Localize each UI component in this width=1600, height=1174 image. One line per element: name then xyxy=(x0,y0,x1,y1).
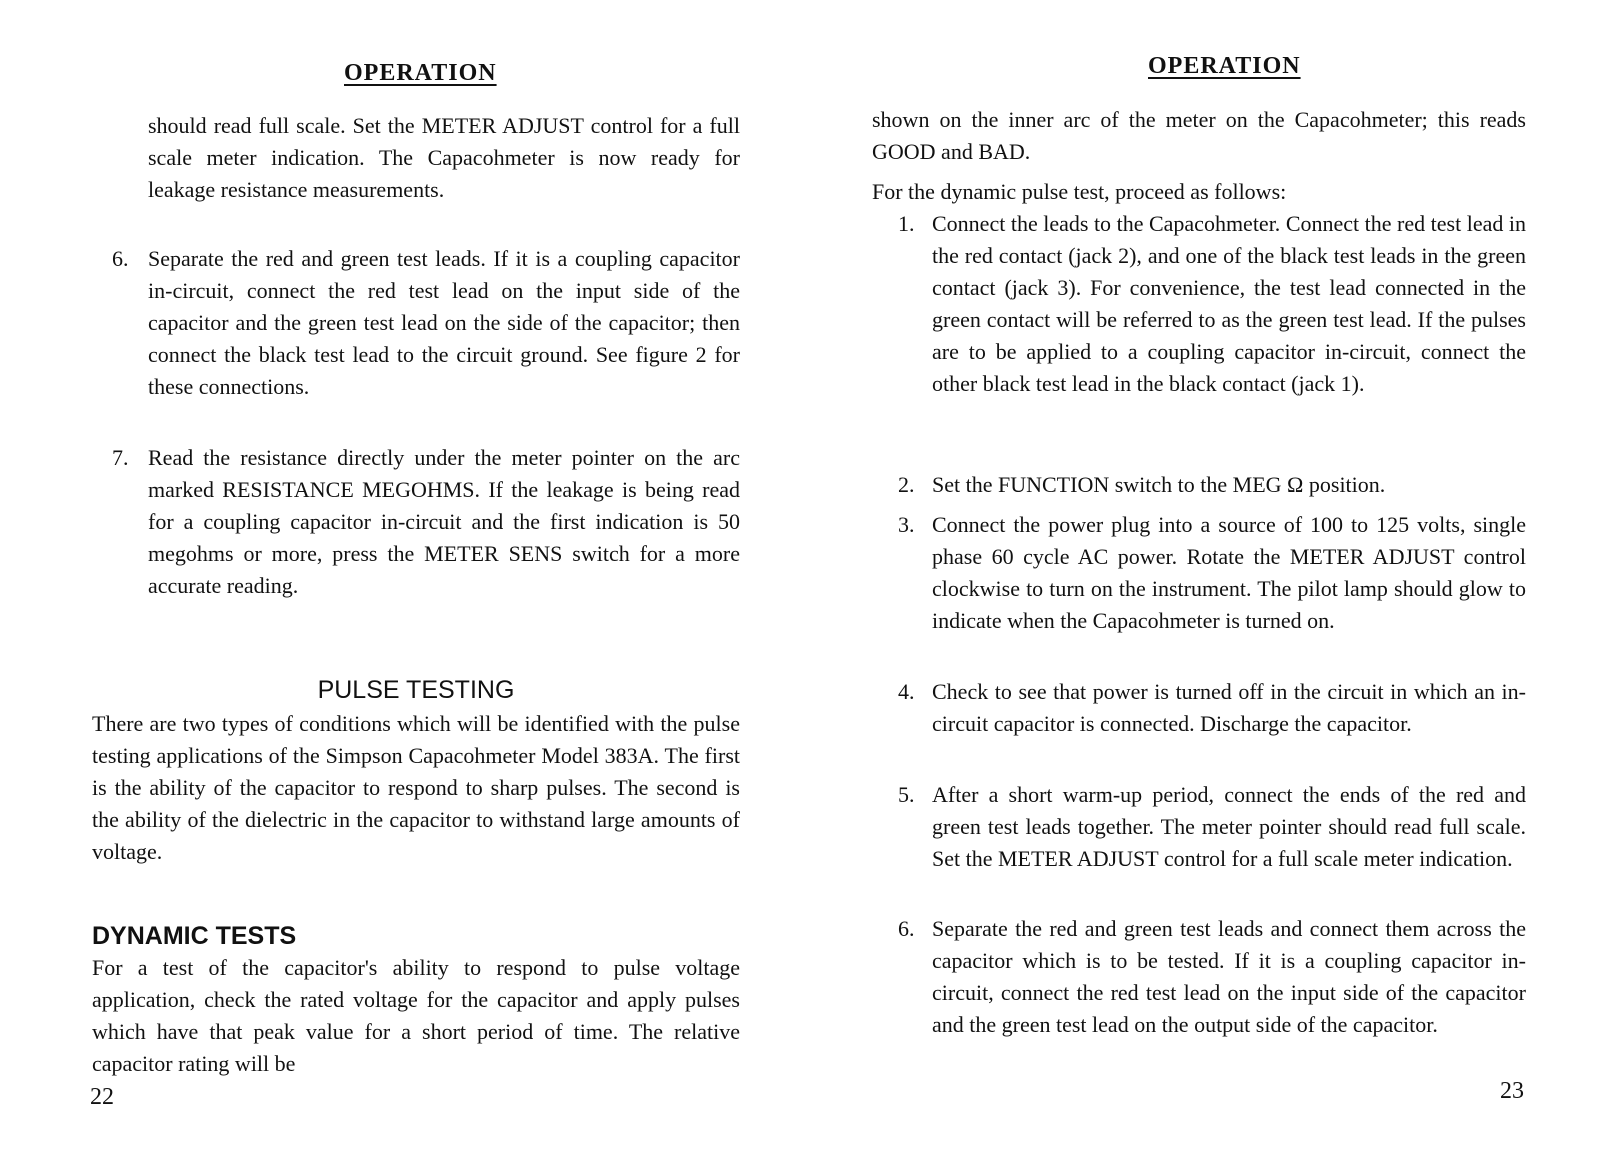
left-item-number: 7. xyxy=(112,445,129,470)
right-item-number: 2. xyxy=(898,472,915,497)
pulse-testing-block xyxy=(92,708,740,868)
right-intro-paragraph: shown on the inner arc of the meter on the Capacohmeter; this reads GOOD and BAD. xyxy=(872,107,1526,164)
right-list-item-5 xyxy=(898,779,1526,875)
right-page-number: 23 xyxy=(1500,1078,1524,1104)
right-item-number: 5. xyxy=(898,782,915,807)
right-item-text: After a short warm-up period, connect the ends of the red and green test leads together. The meter pointer should read full scale. Set the METER ADJUST control for a full scale meter indication. xyxy=(932,782,1526,871)
dynamic-tests-heading: DYNAMIC TESTS xyxy=(92,922,297,950)
right-intro-block xyxy=(872,104,1526,168)
right-list-item-3 xyxy=(898,509,1526,637)
dynamic-tests-block xyxy=(92,952,740,1080)
right-item-text: Separate the red and green test leads and connect them across the capacitor which is to be tested. If it is a coupling capacitor in-circuit, connect the red test lead on the input side of the capacitor and the green test lead on the output side of the capacitor. xyxy=(932,916,1526,1037)
right-item-text: Connect the power plug into a source of 100 to 125 volts, single phase 60 cycle AC power. Rotate the METER ADJUST control clockwise to turn on the instrument. The pilot lamp should glow to indicate when the Capacohmeter is turned on. xyxy=(932,512,1526,633)
right-item-number: 3. xyxy=(898,512,915,537)
left-intro-block xyxy=(148,110,740,206)
dynamic-tests-paragraph: For a test of the capacitor's ability to respond to pulse voltage application, check the rated voltage for the capacitor and apply pulses which have that peak value for a short period of time. The relative capacitor rating will be xyxy=(92,955,740,1076)
right-list-item-6 xyxy=(898,913,1526,1041)
right-item-text: Connect the leads to the Capacohmeter. Connect the red test lead in the red contact (jack 2), and one of the black test leads in the green contact (jack 3). For convenience, the test lead connected in the green contact will be referred to as the green test lead. If the pulses are to be applied to a coupling capacitor in-circuit, connect the other black test lead in the black contact (jack 1). xyxy=(932,211,1526,396)
right-list-item-2 xyxy=(898,469,1526,501)
left-list-item-7 xyxy=(112,442,740,602)
right-list-item-4 xyxy=(898,676,1526,740)
pulse-testing-heading: PULSE TESTING xyxy=(317,676,515,704)
right-item-text: Check to see that power is turned off in the circuit in which an in-circuit capacitor is connected. Discharge the capacitor. xyxy=(932,679,1526,736)
left-intro-paragraph: should read full scale. Set the METER ADJUST control for a full scale meter indication. The Capacohmeter is now ready for leakage resistance measurements. xyxy=(148,113,740,202)
right-item-number: 4. xyxy=(898,679,915,704)
right-item-text: Set the FUNCTION switch to the MEG Ω position. xyxy=(932,472,1386,497)
left-item-text: Separate the red and green test leads. If it is a coupling capacitor in-circuit, connect the red test lead on the input side of the capacitor and the green test lead on the side of the capacitor; then connect the black test lead to the circuit ground. See figure 2 for these connections. xyxy=(148,246,740,399)
right-item-number: 1. xyxy=(898,211,915,236)
right-list-item-1 xyxy=(898,208,1526,400)
right-page xyxy=(800,0,1600,1174)
left-list-item-6 xyxy=(112,243,740,403)
right-lead-block xyxy=(872,176,1526,208)
right-lead-paragraph: For the dynamic pulse test, proceed as follows: xyxy=(872,179,1287,204)
left-item-number: 6. xyxy=(112,246,129,271)
left-item-text: Read the resistance directly under the meter pointer on the arc marked RESISTANCE MEGOHMS. If the leakage is being read for a coupling capacitor in-circuit and the first indication is 50 megohms or more, press the METER SENS switch for a more accurate reading. xyxy=(148,445,740,598)
right-page-header: OPERATION xyxy=(1148,53,1301,79)
left-page-number: 22 xyxy=(90,1084,114,1110)
right-item-number: 6. xyxy=(898,916,915,941)
pulse-testing-paragraph: There are two types of conditions which will be identified with the pulse testing applications of the Simpson Capacohmeter Model 383A. The first is the ability of the capacitor to respond to sharp pulses. The second is the ability of the dielectric in the capacitor to withstand large amounts of voltage. xyxy=(92,711,740,864)
left-page-header: OPERATION xyxy=(344,60,497,86)
